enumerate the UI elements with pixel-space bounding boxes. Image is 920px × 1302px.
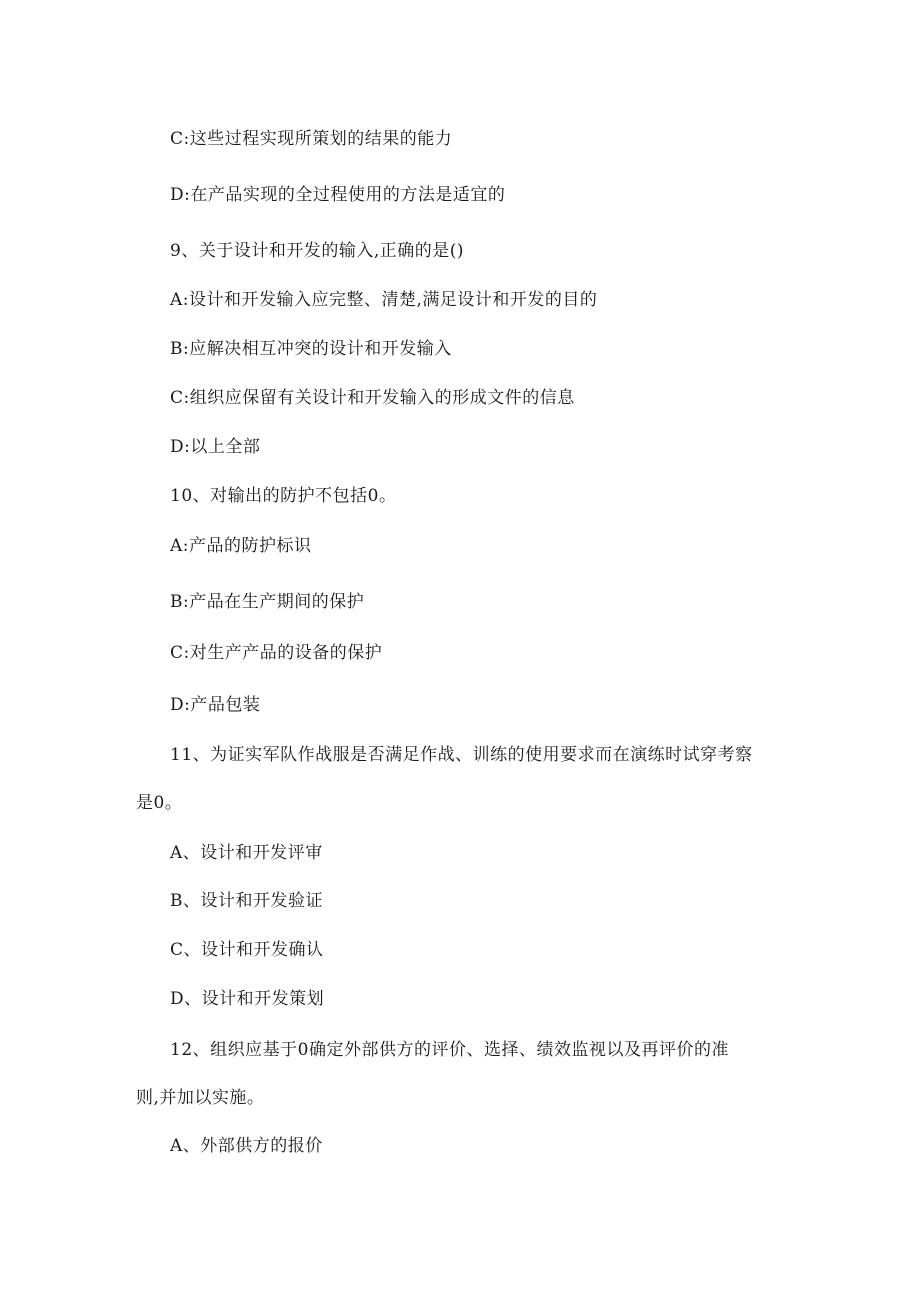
question-12-cont: 则,并加以实施。 xyxy=(136,1088,265,1108)
option-a-q12: A、外部供方的报价 xyxy=(170,1136,323,1156)
option-a-q11: A、设计和开发评审 xyxy=(170,843,323,863)
option-a-q9: A:设计和开发输入应完整、清楚,满足设计和开发的目的 xyxy=(170,290,598,310)
question-12: 12、组织应基于0确定外部供方的评价、选择、绩效监视以及再评价的准 xyxy=(170,1040,729,1060)
option-c-q11: C、设计和开发确认 xyxy=(170,940,324,960)
option-d-q8: D:在产品实现的全过程使用的方法是适宜的 xyxy=(170,185,506,205)
option-d-q10: D:产品包装 xyxy=(170,695,261,715)
question-9: 9、关于设计和开发的输入,正确的是() xyxy=(170,241,464,261)
option-d-q9: D:以上全部 xyxy=(170,437,261,457)
option-b-q9: B:应解决相互冲突的设计和开发输入 xyxy=(170,339,452,359)
option-b-q11: B、设计和开发验证 xyxy=(170,891,323,911)
option-c-q9: C:组织应保留有关设计和开发输入的形成文件的信息 xyxy=(170,388,575,408)
option-c-q8: C:这些过程实现所策划的结果的能力 xyxy=(170,129,453,149)
option-b-q10: B:产品在生产期间的保护 xyxy=(170,592,365,612)
question-11-cont: 是0。 xyxy=(136,793,183,813)
option-c-q10: C:对生产产品的设备的保护 xyxy=(170,643,383,663)
option-d-q11: D、设计和开发策划 xyxy=(170,989,325,1009)
option-a-q10: A:产品的防护标识 xyxy=(170,536,312,556)
question-11: 11、为证实军队作战服是否满足作战、训练的使用要求而在演练时试穿考察 xyxy=(170,745,753,765)
question-10: 10、对输出的防护不包括0。 xyxy=(170,486,397,506)
